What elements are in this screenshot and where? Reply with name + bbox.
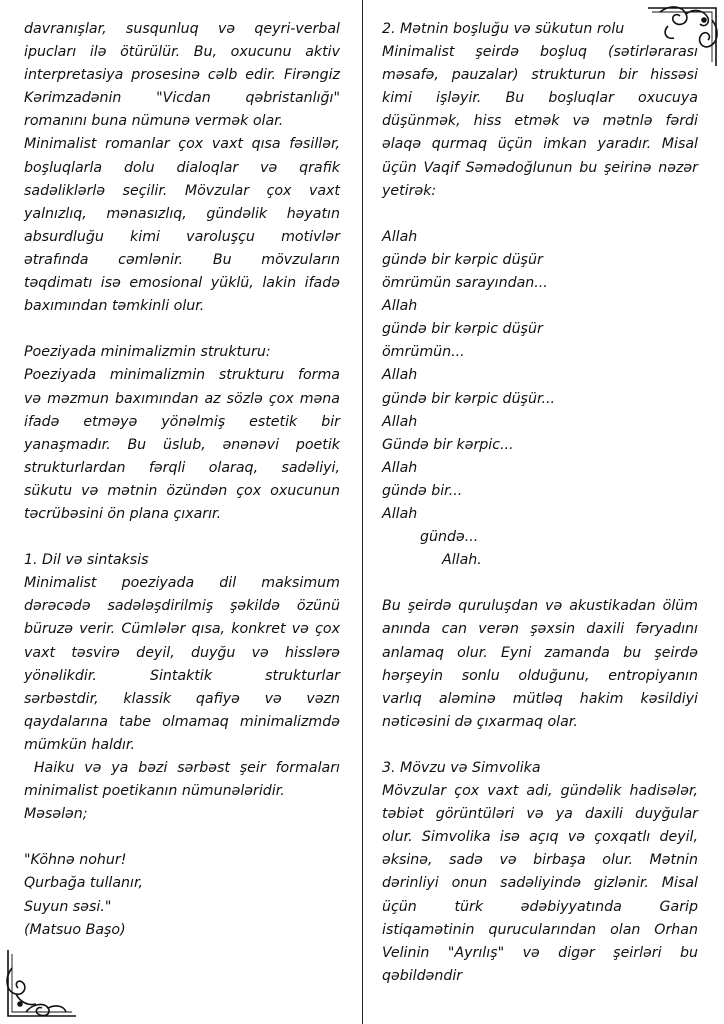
paragraph-line: büruzə verir. Cümlələr qısa, konkret və çox: [24, 621, 340, 638]
paragraph-line: davranışlar, susqunluq və qeyri-verbal: [24, 21, 340, 37]
poem-line: "Köhnə nohur!: [24, 852, 127, 869]
paragraph-line: sükutu və mətnin özündən çox oxucunun: [24, 482, 340, 499]
paragraph-line: kimi işləyir. Bu boşluqlar oxucuya: [382, 90, 698, 107]
paragraph-line: Minimalist şeirdə boşluq (sətirlərarası: [382, 44, 698, 61]
paragraph-line: romanını buna nümunə vermək olar.: [24, 113, 284, 130]
right-column: [382, 18, 698, 988]
paragraph-line: mümkün haldır.: [24, 736, 135, 753]
paragraph-line: strukturlardan fərqli olaraq, sadəliyi,: [24, 459, 340, 476]
section-heading: Poeziyada minimalizmin strukturu:: [24, 344, 271, 361]
paragraph-line: dərinliyi onun sadəliyində gizlənir. Misal: [382, 875, 698, 892]
corner-ornament-bottom-left: [2, 948, 78, 1022]
poem-author: (Matsuo Başo): [24, 921, 126, 938]
left-column: [24, 18, 340, 942]
poem-line: ömrümün sarayından...: [382, 275, 548, 292]
paragraph-line: anlamaq olur. Eyni zamanda bu şeirdə: [382, 644, 698, 661]
paragraph-line: ətrafında cəmlənir. Bu mövzuların: [24, 251, 340, 268]
paragraph-line: ifadə etməyə yönəlmiş estetik bir: [24, 413, 340, 430]
paragraph-line: məsafə, pauzalar) strukturun bir hissəsi: [382, 67, 698, 84]
poem-line: Allah: [382, 413, 418, 430]
poem-line: Allah.: [442, 552, 482, 569]
section-heading: 1. Dil və sintaksis: [24, 552, 149, 569]
paragraph-line: boşluqlarla dolu dialoqlar və qrafik: [24, 159, 340, 176]
paragraph-line: təbiət görüntüləri və ya daxili duyğular: [382, 806, 698, 823]
paragraph-line: olur. Simvolika isə açıq və çoxqatlı deyil,: [382, 829, 698, 846]
paragraph-line: təcrübəsini ön plana çıxarır.: [24, 505, 222, 522]
poem-line: Allah: [382, 505, 418, 522]
paragraph-line: yetirək:: [382, 182, 437, 199]
paragraph-line: vaxt təsvirə deyil, duyğu və hisslərə: [24, 644, 340, 661]
paragraph-line: sadəliklərlə seçilir. Mövzular çox vaxt: [24, 182, 340, 199]
paragraph-line: Minimalist poeziyada dil maksimum: [24, 575, 340, 592]
paragraph-line: minimalist poetikanın nümunələridir.: [24, 783, 285, 800]
paragraph-line: yalnızlıq, mənasızlıq, gündəlik həyatın: [24, 205, 340, 222]
paragraph-line: absurdluğu kimi varoluşçu motivlər: [24, 228, 340, 245]
section-heading: 3. Mövzu və Simvolika: [382, 760, 541, 776]
paragraph-line: baxımından təmkinli olur.: [24, 298, 205, 315]
paragraph-line: interpretasiya prosesinə cəlb edir. Firəngiz: [24, 67, 340, 84]
paragraph-line: varlıq aləminə mütləq hakim kəsildiyi: [382, 690, 698, 707]
paragraph-line: anında can verən şəxsin daxili fəryadını: [382, 621, 698, 638]
paragraph-line: yönəlikdir. Sintaktik strukturlar: [24, 667, 340, 684]
paragraph-line: ipucları ilə ötürülür. Bu, oxucunu aktiv: [24, 44, 340, 61]
poem-line: Qurbağa tullanır,: [24, 875, 144, 892]
paragraph-line: Minimalist romanlar çox vaxt qısa fəsillər,: [24, 136, 340, 153]
paragraph-line: istiqamətinin qurucularından olan Orhan: [382, 921, 698, 938]
paragraph-line: əksinə, sadə və birbaşa olur. Mətnin: [382, 852, 698, 869]
paragraph-line: qaydalarına tabe olmamaq minimalizmdə: [24, 713, 340, 730]
poem-line: Allah: [382, 367, 418, 384]
paragraph-line: Poeziyada minimalizmin strukturu forma: [24, 367, 340, 384]
poem-line: Allah: [382, 459, 418, 476]
poem-line: gündə bir kərpic düşür: [382, 321, 543, 338]
paragraph-line: üçün türk ədəbiyyatında Garip: [382, 898, 698, 915]
paragraph-line: əlaqə qurmaq üçün imkan yaradır. Misal: [382, 136, 698, 153]
paragraph-line: Haiku və ya bəzi sərbəst şeir formaları: [24, 760, 340, 776]
poem-line: gündə bir kərpic düşür: [382, 251, 543, 268]
paragraph-line: nəticəsini də çıxarmaq olar.: [382, 713, 578, 730]
poem-line: gündə...: [420, 529, 479, 546]
paragraph-line: yanaşmadır. Bu üslub, ənənəvi poetik: [24, 436, 340, 453]
poem-line: ömrümün...: [382, 344, 465, 361]
paragraph-line: və məzmun baxımından az sözlə çox məna: [24, 390, 340, 407]
paragraph-line: Kərimzadənin "Vicdan qəbristanlığı": [24, 90, 340, 107]
paragraph-line: qəbildəndir: [382, 967, 463, 984]
paragraph-line: Mövzular çox vaxt adi, gündəlik hadisələr,: [382, 783, 698, 800]
poem-line: Suyun səsi.": [24, 898, 112, 915]
paragraph-line: Velinin "Ayrılış" və digər şeirləri bu: [382, 944, 698, 961]
paragraph-line: təqdimatı isə emosional yüklü, lakin ifadə: [24, 275, 340, 292]
section-heading: 2. Mətnin boşluğu və sükutun rolu: [382, 21, 625, 37]
poem-line: gündə bir...: [382, 482, 463, 499]
paragraph-line: Məsələn;: [24, 806, 88, 823]
poem-line: gündə bir kərpic düşür...: [382, 390, 555, 407]
paragraph-line: dərəcədə sadələşdirilmiş şəkildə özünü: [24, 598, 340, 615]
paragraph-line: düşünmək, hiss etmək və mətnlə fərdi: [382, 113, 698, 130]
paragraph-line: hərşeyin sonlu olduğunu, entropiyanın: [382, 667, 698, 684]
poem-line: Gündə bir kərpic...: [382, 436, 514, 453]
poem-line: Allah: [382, 298, 418, 315]
poem-line: Allah: [382, 228, 418, 245]
column-divider: [362, 0, 363, 1024]
paragraph-line: üçün Vaqif Səmədoğlunun bu şeirinə nəzər: [382, 159, 698, 176]
paragraph-line: Bu şeirdə quruluşdan və akustikadan ölüm: [382, 598, 698, 615]
paragraph-line: sərbəstdir, klassik qafiyə və vəzn: [24, 690, 340, 707]
